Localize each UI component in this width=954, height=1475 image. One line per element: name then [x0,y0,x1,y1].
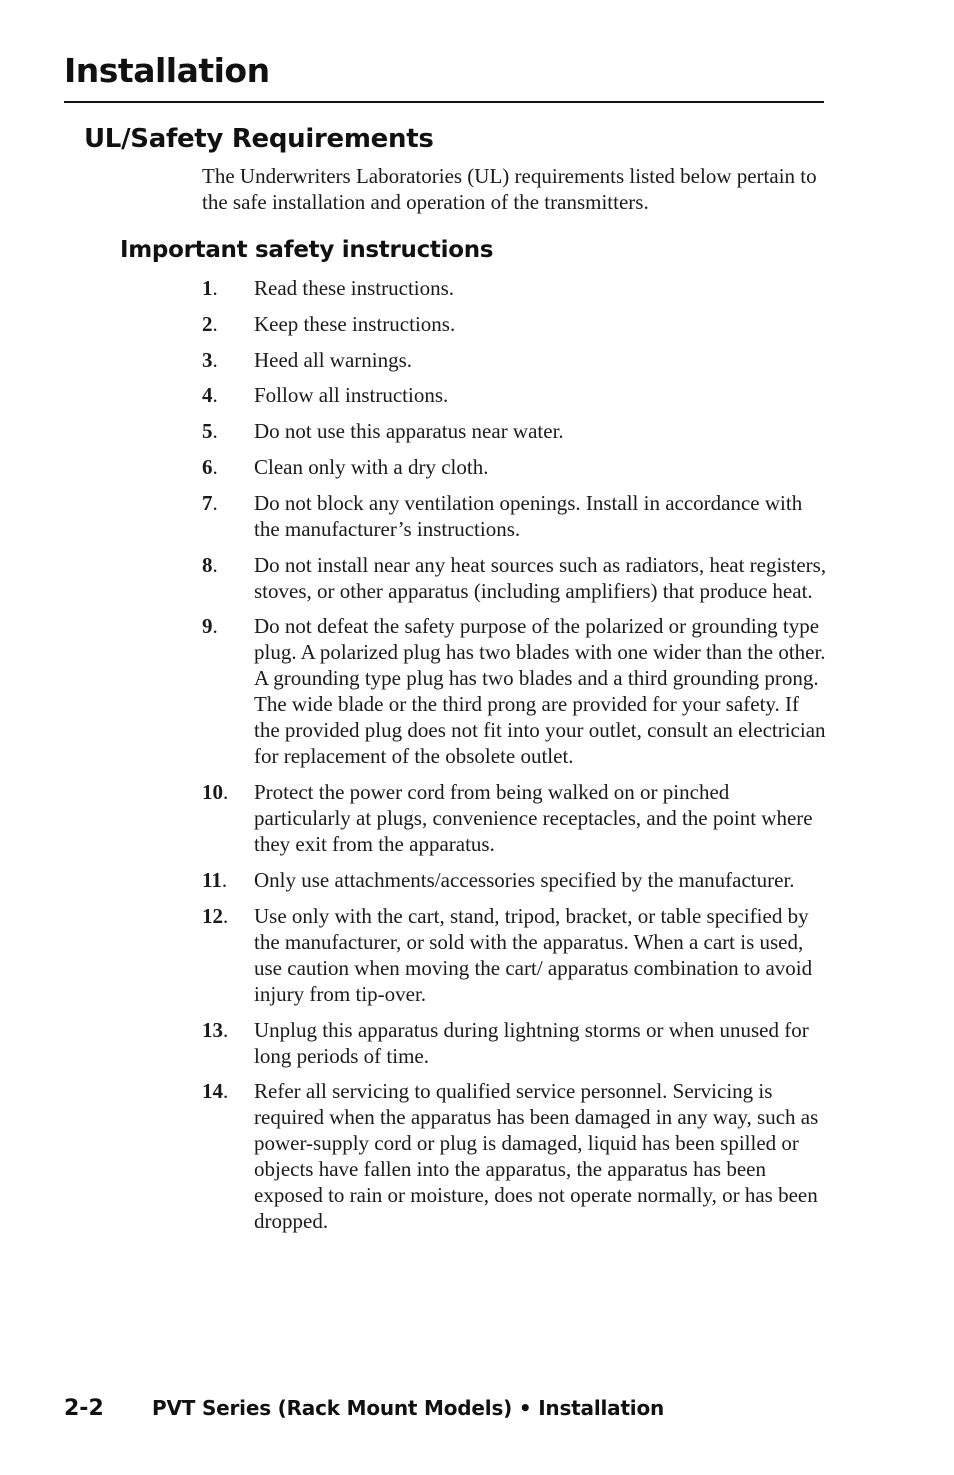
item-number: 7 [202,490,213,515]
subsection-title: Important safety instructions [120,237,494,263]
item-text: Protect the power cord from being walked on or pinched particularly at plugs, convenience receptacles, and the point where they exit from the apparatus. [254,780,813,857]
item-text: Keep these instructions. [254,311,456,336]
item-text: Use only with the cart, stand, tripod, bracket, or table specified by the manufacturer, or sold with the apparatus. When a cart is used, use caution when moving the cart/ apparatus combination to avoid injury from tip-over. [254,903,813,1006]
list-item: 7. Do not block any ventilation openings. Install in accordance with the manufacturer’s instructions. [202,490,827,542]
item-number: 8 [202,552,213,577]
item-number: 9 [202,614,213,639]
heading-rule [64,101,824,103]
item-text: Clean only with a dry cloth. [254,454,489,479]
list-item: 2. Keep these instructions. [202,311,827,337]
item-text: Read these instructions. [254,276,455,300]
item-text: Do not block any ventilation openings. Install in accordance with the manufacturer’s instructions. [254,490,803,541]
list-item: 14. Refer all servicing to qualified service personnel. Servicing is required when the apparatus has been damaged in any way, such as power-supply cord or plug is damaged, liquid has been spilled or objects have fallen into the apparatus, the apparatus has been exposed to rain or moisture, does not operate normally, or has been dropped. [202,1078,827,1234]
item-number: 11 [202,867,222,892]
item-number: 1 [202,276,213,300]
item-number: 3 [202,347,213,372]
item-text: Refer all servicing to qualified service personnel. Servicing is required when the apparatus has been damaged in any way, such as power-supply cord or plug is damaged, liquid has been spilled or objects have fallen into the apparatus, the apparatus has been exposed to rain or moisture, does not operate normally, or has been dropped. [254,1079,819,1234]
section-intro: The Underwriters Laboratories (UL) requirements listed below pertain to the safe installation and operation of the transmitters. [202,164,817,214]
item-number: 5 [202,419,213,444]
list-item: 9. Do not defeat the safety purpose of the polarized or grounding type plug. A polarized plug has two blades with one wider than the other. A grounding type plug has two blades and a third grounding prong. The wide blade or the third prong are provided for your safety. If the provided plug does not fit into your outlet, consult an electrician for replacement of the obsolete outlet. [202,614,826,769]
list-item: 12. Use only with the cart, stand, tripod, bracket, or table specified by the manufacturer, or sold with the apparatus. When a cart is used, use caution when moving the cart/ apparatus combination to avoid injury from tip-over. [202,903,827,1007]
list-item: 8. Do not install near any heat sources such as radiators, heat registers, stoves, or other apparatus (including amplifiers) that produce heat. [202,552,827,603]
safety-instructions-list [202,275,827,1244]
item-text: Do not use this apparatus near water. [254,419,564,444]
list-item: 10. Protect the power cord from being walked on or pinched particularly at plugs, convenience receptacles, and the point where they exit from the apparatus. [202,779,827,857]
list-item: 11. Only use attachments/accessories specified by the manufacturer. [202,867,827,893]
page-footer [64,1396,664,1421]
item-text: Follow all instructions. [254,383,449,408]
item-number: 12 [202,903,223,928]
footer-title: PVT Series (Rack Mount Models) • Installation [152,1396,665,1420]
item-number: 4 [202,383,213,408]
item-text: Do not defeat the safety purpose of the polarized or grounding type plug. A polarized plug has two blades with one wider than the other. A grounding type plug has two blades and a third grounding prong. The wide blade or the third prong are provided for your safety. If the provided plug does not fit into your outlet, consult an electrician for replacement of the obsolete outlet. [254,614,826,769]
list-item: 6. Clean only with a dry cloth. [202,454,827,480]
list-item: 5. Do not use this apparatus near water. [202,418,827,444]
page-heading: Installation [64,51,270,90]
list-item: 3. Heed all warnings. [202,347,827,373]
list-item: 13. Unplug this apparatus during lightning storms or when unused for long periods of time. [202,1017,827,1069]
item-text: Heed all warnings. [254,347,413,372]
section-title: UL/Safety Requirements [84,124,434,154]
item-number: 10 [202,780,223,805]
list-item: 1. Read these instructions. [202,275,827,301]
item-text: Unplug this apparatus during lightning storms or when unused for long periods of time. [254,1017,809,1068]
item-text: Do not install near any heat sources such as radiators, heat registers, stoves, or other apparatus (including amplifiers) that produce heat. [254,552,827,603]
item-number: 2 [202,311,213,336]
item-number: 13 [202,1017,223,1042]
footer-page-number: 2-2 [64,1396,104,1421]
list-item: 4. Follow all instructions. [202,382,827,408]
item-number: 6 [202,454,213,479]
item-text: Only use attachments/accessories specified by the manufacturer. [254,867,795,892]
item-number: 14 [202,1079,223,1104]
